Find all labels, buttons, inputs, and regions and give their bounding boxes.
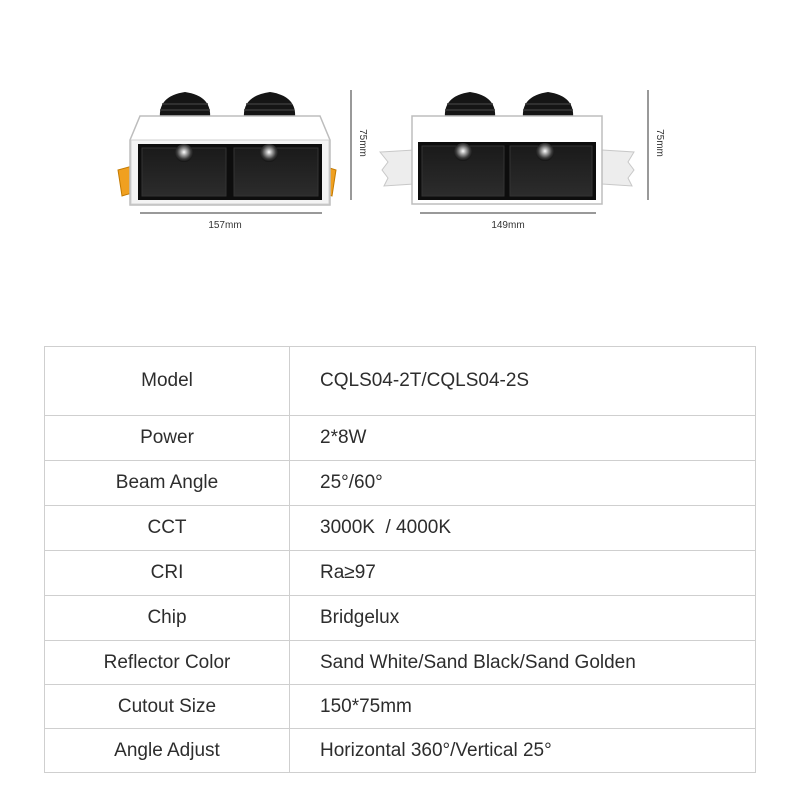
spec-label: CRI bbox=[45, 551, 290, 596]
heatsink-icon bbox=[445, 92, 495, 118]
spec-value: 2*8W bbox=[290, 416, 756, 461]
spec-label: Reflector Color bbox=[45, 641, 290, 685]
product-illustrations bbox=[0, 0, 800, 300]
spec-label: Model bbox=[45, 347, 290, 416]
heatsink-icon bbox=[160, 92, 210, 118]
spec-label: Beam Angle bbox=[45, 461, 290, 506]
spec-row-beam-angle bbox=[45, 461, 756, 506]
left-height-label: 75mm bbox=[357, 129, 368, 157]
plaster-wing-icon bbox=[602, 150, 634, 186]
spec-row-cct bbox=[45, 506, 756, 551]
spec-row-cutout-size bbox=[45, 685, 756, 729]
spec-row-angle-adjust bbox=[45, 729, 756, 773]
led-lens-icon bbox=[454, 143, 472, 161]
spec-row-chip bbox=[45, 596, 756, 641]
spec-value: Bridgelux bbox=[290, 596, 756, 641]
spec-label: CCT bbox=[45, 506, 290, 551]
spec-value: 25°/60° bbox=[290, 461, 756, 506]
spec-row-model bbox=[45, 347, 756, 416]
led-lens-icon bbox=[536, 143, 554, 161]
trim-downlight-illustration bbox=[118, 90, 368, 231]
left-width-label: 157mm bbox=[208, 220, 242, 231]
led-lens-icon bbox=[260, 144, 278, 162]
plaster-wing-icon bbox=[380, 150, 414, 186]
right-width-label: 149mm bbox=[491, 220, 525, 231]
trimless-downlight-illustration bbox=[380, 90, 665, 231]
heatsink-icon bbox=[244, 92, 295, 118]
spec-value: Ra≥97 bbox=[290, 551, 756, 596]
spec-label: Cutout Size bbox=[45, 685, 290, 729]
spec-value: Sand White/Sand Black/Sand Golden bbox=[290, 641, 756, 685]
spec-row-cri bbox=[45, 551, 756, 596]
spec-label: Chip bbox=[45, 596, 290, 641]
spec-table bbox=[44, 346, 756, 773]
spec-value: CQLS04-2T/CQLS04-2S bbox=[290, 347, 756, 416]
spec-row-reflector-color bbox=[45, 641, 756, 685]
spec-value: 150*75mm bbox=[290, 685, 756, 729]
heatsink-icon bbox=[523, 92, 573, 118]
right-height-label: 75mm bbox=[654, 129, 665, 157]
spec-value: 3000K / 4000K bbox=[290, 506, 756, 551]
led-lens-icon bbox=[175, 144, 193, 162]
spec-label: Angle Adjust bbox=[45, 729, 290, 773]
spec-row-power bbox=[45, 416, 756, 461]
spec-label: Power bbox=[45, 416, 290, 461]
spec-value: Horizontal 360°/Vertical 25° bbox=[290, 729, 756, 773]
